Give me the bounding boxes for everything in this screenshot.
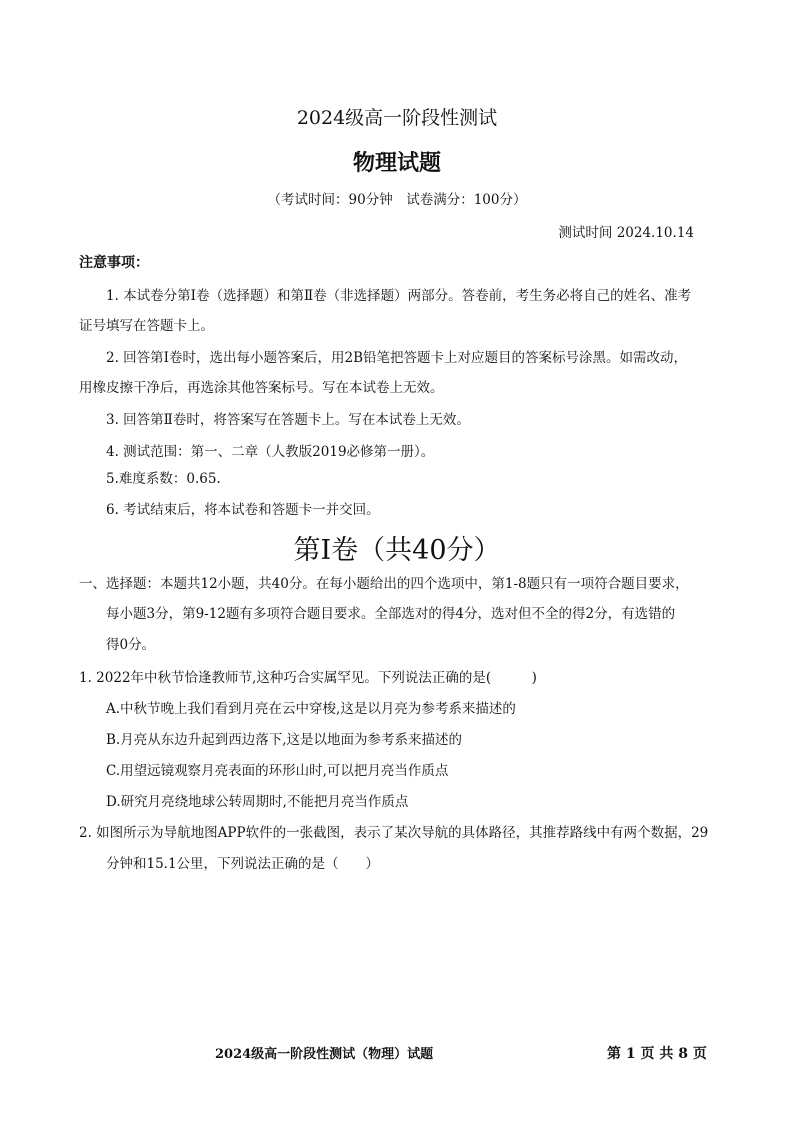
subject-title: 物理试题 — [352, 150, 441, 176]
section-title: 第Ⅰ卷（共40分） — [293, 535, 501, 566]
section-intro-line: 每小题3分，第9-12题有多项符合题目要求。全部选对的得4分，选对但不全的得2分，有选错的 — [106, 606, 676, 622]
notice-line: 1. 本试卷分第Ⅰ卷（选择题）和第Ⅱ卷（非选择题）两部分。答卷前，考生务必将自己的姓名、准考 — [106, 288, 692, 304]
question-1-option-a: A.中秋节晚上我们看到月亮在云中穿梭,这是以月亮为参考系来描述的 — [106, 701, 516, 717]
exam-info: （考试时间：90分钟 试卷满分：100分） — [267, 192, 527, 208]
question-1-option-b: B.月亮从东边升起到西边落下,这是以地面为参考系来描述的 — [106, 732, 463, 748]
question-1-option-c: C.用望远镜观察月亮表面的环形山时,可以把月亮当作质点 — [106, 763, 449, 779]
question-1-stem: 1. 2022年中秋节恰逢教师节,这种巧合实属罕见。下列说法正确的是( ) — [79, 670, 537, 686]
test-date: 测试时间 2024.10.14 — [558, 225, 694, 241]
question-1-option-d: D.研究月亮绕地球公转周期时,不能把月亮当作质点 — [106, 794, 409, 810]
page-number: 第 1 页 共 8 页 — [607, 1046, 707, 1062]
notice-title: 注意事项： — [79, 255, 149, 271]
section-intro-line: 得0分。 — [106, 637, 156, 653]
notice-line: 5.难度系数：0.65. — [106, 471, 221, 487]
footer-title: 2024级高一阶段性测试（物理）试题 — [215, 1047, 434, 1062]
notice-line: 6. 考试结束后，将本试卷和答题卡一并交回。 — [106, 502, 380, 518]
notice-line: 2. 回答第Ⅰ卷时，选出每小题答案后，用2B铅笔把答题卡上对应题目的答案标号涂黑。如需改动， — [106, 350, 688, 366]
notice-line: 3. 回答第Ⅱ卷时，将答案写在答题卡上。写在本试卷上无效。 — [106, 412, 470, 428]
question-2-stem-line: 2. 如图所示为导航地图APP软件的一张截图，表示了某次导航的具体路径，其推荐路线中有两个数据，29 — [79, 825, 709, 841]
exam-title: 2024级高一阶段性测试 — [296, 107, 498, 129]
notice-line: 用橡皮擦干净后，再选涂其他答案标号。写在本试卷上无效。 — [79, 380, 444, 396]
question-2-stem-line: 分钟和15.1公里，下列说法正确的是（ ） — [106, 856, 380, 872]
section-intro-line: 一、选择题：本题共12小题，共40分。在每小题给出的四个选项中，第1-8题只有一项符合题目要求， — [79, 576, 689, 592]
notice-line: 4. 测试范围：第一、二章（人教版2019必修第一册）。 — [106, 444, 435, 460]
notice-line: 证号填写在答题卡上。 — [79, 318, 214, 334]
